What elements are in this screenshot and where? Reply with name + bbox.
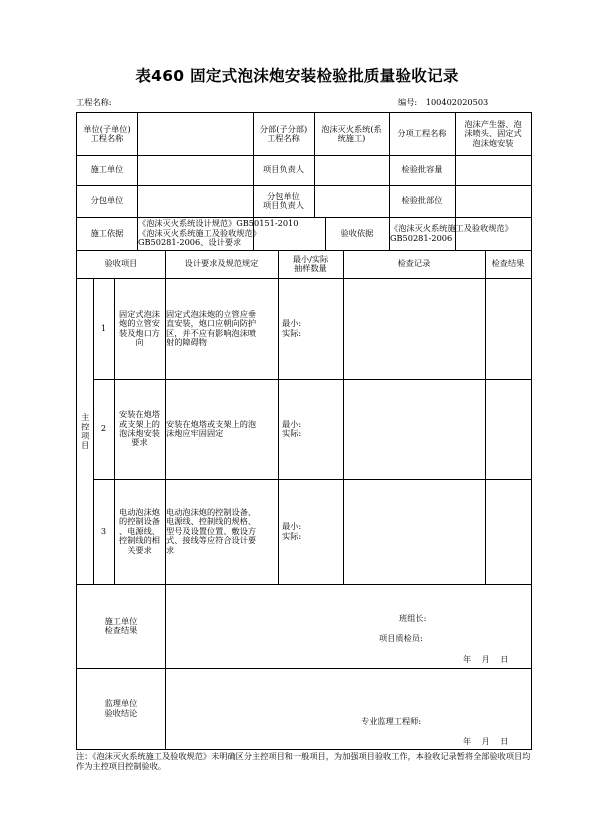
batch-location-label: 检验批部位 (401, 195, 443, 206)
item-sample: 最小: 实际: (282, 418, 302, 438)
item-name: 电动泡沫炮 的控制设备 、电源线、 控制线的相 关要求 (119, 506, 160, 555)
item-number: 3 (100, 525, 107, 536)
item-sample: 最小: 实际: (282, 318, 302, 338)
item-requirement: 安装在炮塔或支架上的泡 沫炮应牢固固定 (166, 418, 257, 438)
subcontractor-label: 分包单位 (90, 195, 124, 206)
col-header-item: 验收项目 (104, 258, 138, 269)
construction-basis-value: 《泡沫灭火系统设计规范》GB50151-2010 《泡沫灭火系统施工及验收规范》 GB50281-2006、设计要求 (138, 218, 299, 248)
main-control-cell (77, 278, 93, 584)
number-label: 编号: (398, 97, 418, 107)
supervising-engineer-label: 专业监理工程师: (361, 716, 422, 726)
project-name-label: 工程名称: (76, 97, 112, 107)
footnote: 注：《泡沫灭火系统施工及验收规范》未明确区分主控项目和一般项目，为加强项目验收工作，本验收记录暂将全部验收项目均作为主控项目控制验收。 (76, 751, 531, 771)
acceptance-record-table (76, 112, 532, 750)
item-name: 固定式泡沫 炮的立管安 装及炮口方 向 (119, 308, 160, 347)
item-number: 2 (100, 423, 107, 434)
col-header-sample: 最小/实际 抽样数量 (292, 253, 329, 273)
unit-project-label: 单位(子单位) 工程名称 (83, 123, 131, 143)
col-header-result: 检查结果 (491, 258, 525, 269)
acceptance-basis-label: 验收依据 (340, 227, 374, 238)
item-number: 1 (100, 322, 107, 333)
construction-date: 年 月 日 (463, 654, 509, 664)
team-leader-label: 班组长: (399, 613, 427, 623)
subitem-label: 分项工程名称 (397, 128, 447, 139)
subitem-value: 泡沫产生器、泡 沫喷头、固定式 泡沫炮安装 (464, 118, 522, 148)
acceptance-basis-value: 《泡沫灭火系统施工及验收规范》 GB50281-2006 (390, 223, 513, 243)
item-requirement: 电动泡沫炮的控制设备、 电源线、控制线的规格、 型号及设置位置、敷设方 式、接线等应符合设计要 求 (166, 506, 257, 555)
supervision-date: 年 月 日 (463, 736, 509, 746)
quality-inspector-label: 项目质检员: (379, 633, 423, 643)
supervision-conclusion-label: 监理单位 验收结论 (104, 698, 138, 718)
number-value: 100402020503 (425, 97, 489, 107)
item-requirement: 固定式泡沫炮的立管应垂 直安装，炮口应朝向防护 区，并不应有影响泡沫喷 射的障碍物 (166, 308, 257, 347)
division-label: 分部(子分部) 工程名称 (259, 123, 308, 143)
record-number (398, 98, 488, 108)
construction-check-label: 施工单位 检查结果 (104, 615, 138, 635)
page-title: 表460 固定式泡沫炮安装检验批质量验收记录 (135, 67, 459, 85)
col-header-record: 检查记录 (397, 258, 431, 269)
sub-project-manager-label: 分包单位 项目负责人 (263, 190, 304, 210)
division-value: 泡沫灭火系统(系 统施工) (321, 123, 382, 143)
project-manager-label: 项目负责人 (263, 164, 304, 175)
construction-basis-label: 施工依据 (90, 227, 124, 238)
item-sample: 最小: 实际: (282, 521, 302, 541)
main-control-label: 主控项目 (80, 412, 91, 450)
item-name: 安装在炮塔 或支架上的 泡沫炮安装 要求 (119, 409, 160, 448)
batch-capacity-label: 检验批容量 (401, 164, 443, 175)
contractor-label: 施工单位 (90, 164, 124, 175)
col-header-requirement: 设计要求及规范规定 (184, 258, 259, 269)
